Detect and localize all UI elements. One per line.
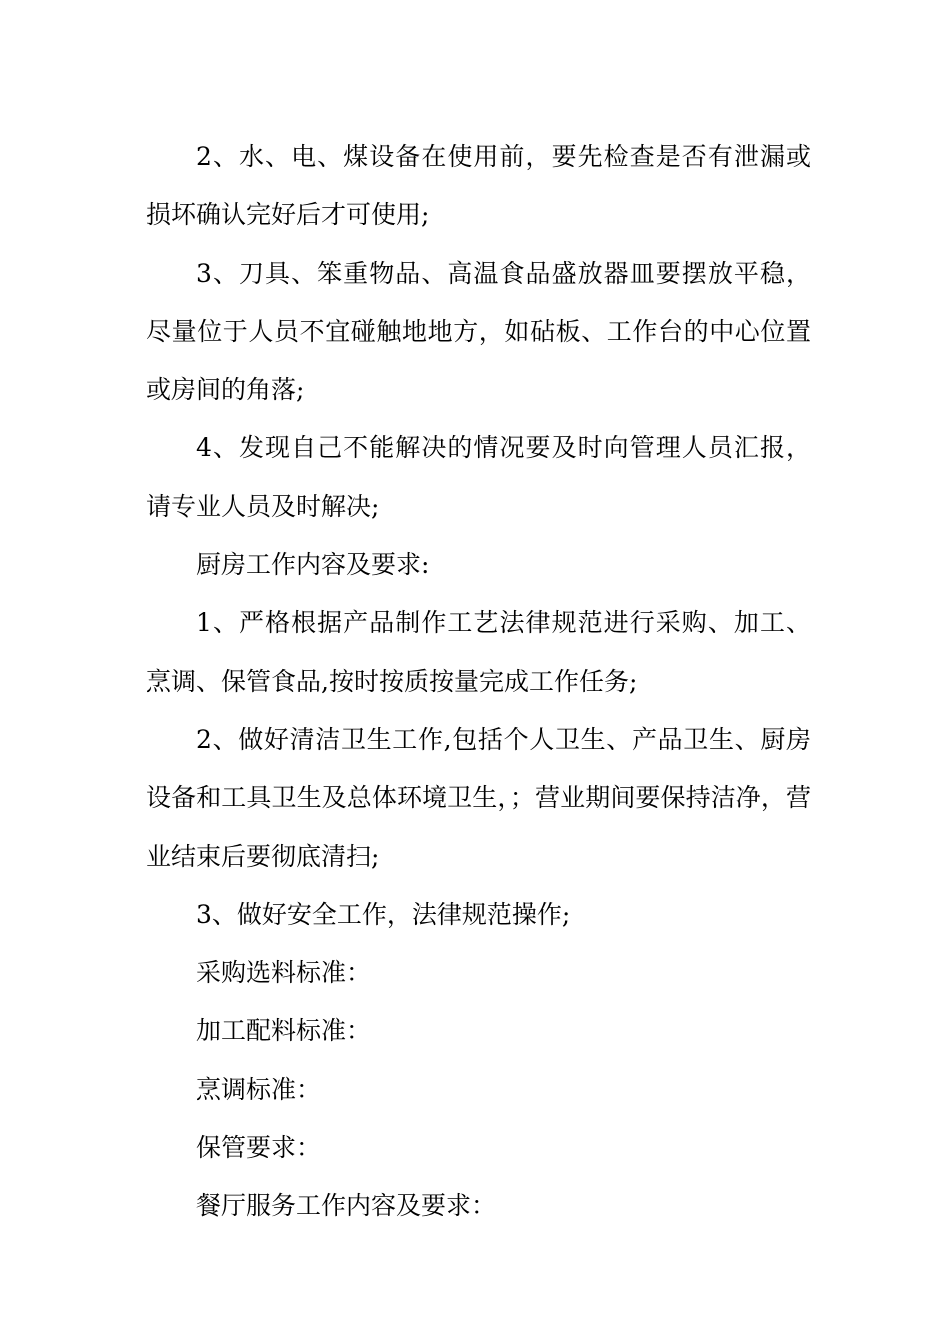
paragraph-processing-standard: 加工配料标准：: [196, 1016, 372, 1046]
paragraph-kitchen-item-1: 1、严格根据产品制作工艺法律规范进行采购、加工、烹调、保管食品,按时按质按量完成工作任务;: [146, 608, 811, 696]
paragraph-kitchen-item-3: 3、做好安全工作，法律规范操作;: [196, 899, 571, 929]
paragraph-storage-requirement: 保管要求：: [196, 1133, 322, 1163]
paragraph-kitchen-heading: 厨房工作内容及要求:: [196, 550, 430, 580]
document-body: [146, 128, 811, 1236]
paragraph-purchase-standard: 采购选料标准：: [196, 958, 372, 988]
paragraph-dining-service-heading: 餐厅服务工作内容及要求：: [196, 1191, 497, 1221]
paragraph-cooking-standard: 烹调标准：: [196, 1074, 322, 1104]
paragraph-safety-item-3: 3、刀具、笨重物品、高温食品盛放器皿要摆放平稳，尽量位于人员不宜碰触地地方，如砧板、工作台的中心位置或房间的角落;: [146, 258, 811, 405]
paragraph-safety-item-2: 2、水、电、煤设备在使用前，要先检查是否有泄漏或损坏确认完好后才可使用;: [146, 142, 811, 230]
paragraph-safety-item-4: 4、发现自己不能解决的情况要及时向管理人员汇报，请专业人员及时解决;: [146, 433, 811, 521]
paragraph-kitchen-item-2: 2、做好清洁卫生工作,包括个人卫生、产品卫生、厨房设备和工具卫生及总体环境卫生，；营业期间要保持洁净，营业结束后要彻底清扫;: [146, 724, 811, 871]
